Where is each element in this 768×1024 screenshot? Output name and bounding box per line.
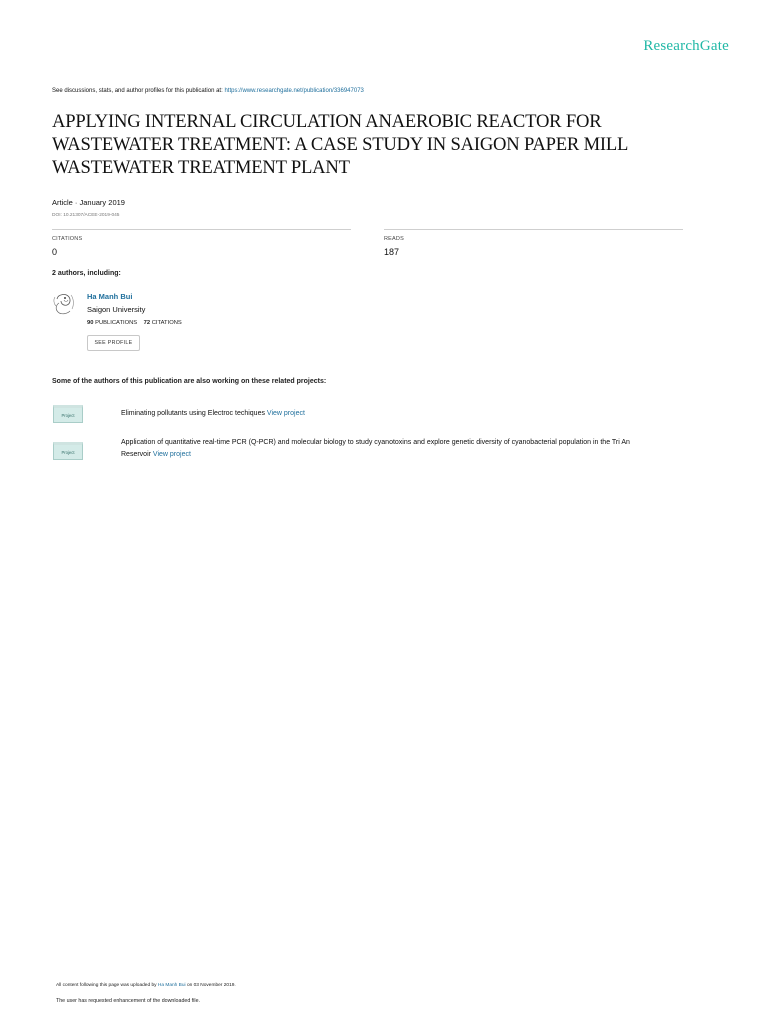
uploader-link[interactable]: Ha Manh Bui (157, 983, 186, 988)
author-citations-label: CITATIONS (151, 320, 182, 326)
project-icon[interactable] (53, 405, 83, 423)
author-stats (87, 320, 182, 326)
author-name-link[interactable]: Ha Manh Bui (87, 292, 133, 301)
project-icon-label: Project (61, 449, 75, 455)
citations-label: CITATIONS (52, 236, 83, 242)
citations-value: 0 (52, 247, 58, 257)
article-doi: DOI: 10.21307/ACEE-2019-045 (52, 213, 120, 218)
upload-note-prefix: All content following this page was uploaded by (56, 983, 158, 988)
article-meta: Article · January 2019 (52, 198, 125, 207)
related-projects-heading: Some of the authors of this publication are also working on these related projects: (52, 378, 327, 385)
article-title: APPLYING INTERNAL CIRCULATION ANAEROBIC REACTOR FOR WASTEWATER TREATMENT: A CASE STUDY IN SAIGON PAPER MILL WASTEWATER TREATMENT PLANT (52, 111, 628, 178)
project-item (121, 408, 305, 420)
reads-value: 187 (384, 247, 400, 257)
author-institution: Saigon University (87, 305, 146, 314)
see-profile-button[interactable]: SEE PROFILE (87, 335, 140, 351)
project-item (121, 437, 741, 461)
project-icon[interactable] (53, 442, 83, 460)
view-project-link[interactable]: View project (152, 451, 191, 458)
researchgate-logo[interactable]: ResearchGate (643, 38, 729, 54)
project-description-line2-wrap (121, 449, 741, 461)
project-description-line2: Reservoir (121, 451, 151, 458)
reads-divider (384, 229, 683, 230)
publication-url-link[interactable]: https://www.researchgate.net/publication/336947073 (224, 88, 364, 94)
author-publications-label: PUBLICATIONS (95, 320, 138, 326)
see-discussions-line (52, 88, 364, 94)
author-sketch-icon (52, 291, 76, 317)
citations-divider (52, 229, 351, 230)
view-project-link[interactable]: View project (266, 410, 305, 417)
see-discussions-text: See discussions, stats, and author profiles for this publication at: (52, 88, 225, 94)
project-icon-label: Project (61, 412, 75, 418)
reads-label: READS (384, 236, 404, 242)
upload-note (56, 983, 236, 988)
author-publications-count: 90 (87, 320, 94, 326)
project-description: Eliminating pollutants using Electroc techiques (121, 410, 265, 417)
project-description-line1: Application of quantitative real-time PCR (Q-PCR) and molecular biology to study cyanotoxins and explore genetic diversity of cyanobacterial population in the Tri An (121, 439, 630, 446)
author-citations-count: 72 (143, 320, 151, 326)
authors-heading: 2 authors, including: (52, 270, 121, 277)
enhancement-note: The user has requested enhancement of the downloaded file. (56, 998, 200, 1004)
author-avatar[interactable] (52, 291, 76, 317)
upload-note-suffix: on 03 November 2019. (185, 983, 236, 988)
